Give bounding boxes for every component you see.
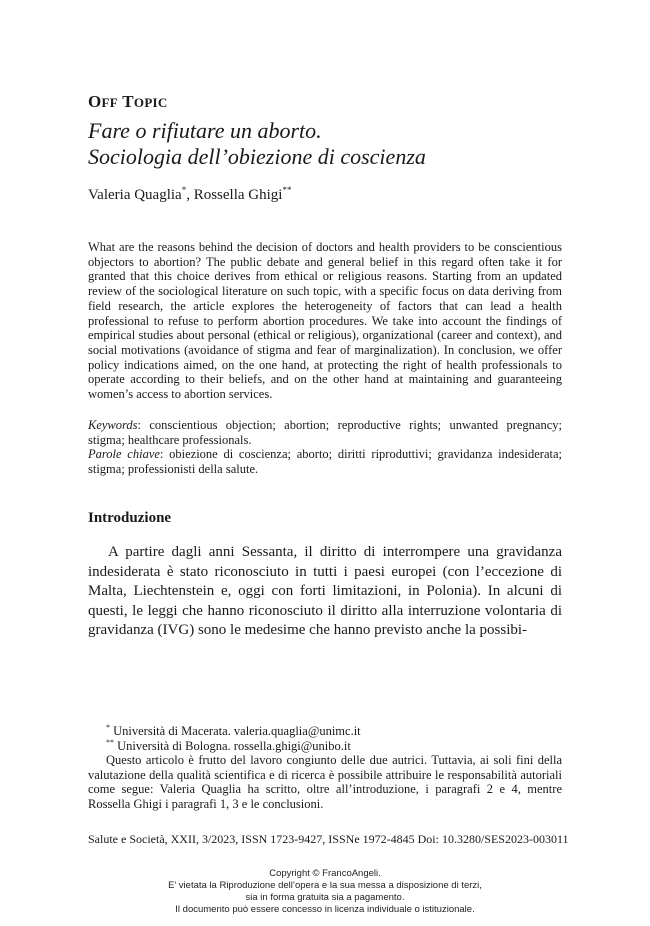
section-label xyxy=(88,92,168,112)
keywords-block xyxy=(88,418,562,477)
section-label-smallcaps: OPIC xyxy=(133,95,168,110)
section-label-initial: T xyxy=(122,92,134,111)
article-title-line1: Fare o rifiutare un aborto. xyxy=(88,118,322,143)
author-line xyxy=(88,187,291,204)
footnote-marker: ** xyxy=(282,185,292,195)
keywords-text: : obiezione di coscienza; aborto; diritti riproduttivi; gravidanza indesiderata; stigma; professionisti della salute. xyxy=(88,447,562,477)
keywords-label: Parole chiave xyxy=(88,447,160,462)
footnote-text: Università di Macerata. valeria.quaglia@unimc.it xyxy=(110,724,361,738)
copyright-line: E’ vietata la Riproduzione dell’opera e la sua messa a disposizione di terzi, xyxy=(168,880,482,891)
copyright-notice xyxy=(0,868,650,916)
footnote-text: Università di Bologna. rossella.ghigi@unibo.it xyxy=(114,738,351,753)
copyright-line: Copyright © FrancoAngeli. xyxy=(269,868,381,879)
journal-citation: Salute e Società, XXII, 3/2023, ISSN 1723-9427, ISSNe 1972-4845 Doi: 10.3280/SES2023-003011 xyxy=(88,832,569,846)
keywords-label: Keywords xyxy=(88,418,138,432)
article-title xyxy=(88,118,426,170)
footnote-marker: * xyxy=(181,185,187,195)
footnotes xyxy=(88,724,562,812)
section-label-smallcaps: FF xyxy=(101,95,119,110)
body-paragraph: A partire dagli anni Sessanta, il diritto di interrompere una gravidanza indesiderata è stato riconosciuto in tutti i paesi europei (con l’eccezione di Malta, Liechtenstein e, oggi con forti limitazioni, in Polonia). In alcuni di questi, le leggi che hanno riconosciuto il diritto alla interruzione volontaria di gravidanza (IVG) sono le medesime che hanno previsto anche la possibi- xyxy=(88,544,562,638)
copyright-line: sia in forma gratuita sia a pagamento. xyxy=(245,892,405,903)
footnote-authorship-note: Questo articolo è frutto del lavoro congiunto delle due autrici. Tuttavia, ai soli fini della valutazione della qualità scientifica e di ricerca è possibile attribuire le responsabilità autoriali come segue: Valeria Quaglia ha scritto, oltre all’introduzione, i paragrafi 2 e 4, mentre Rossella Ghigi i paragrafi 1, 3 e le conclusioni. xyxy=(88,753,562,811)
author-separator: , xyxy=(186,187,194,203)
keywords-english xyxy=(88,418,562,447)
abstract: What are the reasons behind the decision of doctors and health providers to be conscientious objectors to abortion? The public debate and general belief in this regard often take it for granted that this choice derives from ethical or religious reasons. Starting from an updated review of the sociological literature on such topic, with a specific focus on data deriving from field research, the article explores the heterogeneity of factors that can lead a health professional to refuse to perform abortion procedures. We take into account the findings of empirical studies about personal (ethical or religious), organizational (career and context), and social motivations (avoidance of stigma and fear of marginalization). In conclusion, we offer policy indications aimed, on the one hand, at protecting the right of health professionals to operate according to their beliefs, and on the other hand at maintaining and guaranteeing women’s access to abortion services. xyxy=(88,240,562,402)
keywords-text: : conscientious objection; abortion; reproductive rights; unwanted pregnancy; stigma; healthcare professionals. xyxy=(88,418,562,447)
section-label-initial: O xyxy=(88,92,102,111)
footnote-affiliation xyxy=(88,724,562,739)
footnote-affiliation xyxy=(88,739,562,754)
footnote-marker: ** xyxy=(106,737,114,747)
article-title-line2: Sociologia dell’obiezione di coscienza xyxy=(88,144,426,169)
author-name: Valeria Quaglia xyxy=(88,187,182,203)
copyright-line: Il documento può essere concesso in licenza individuale o istituzionale. xyxy=(175,904,475,915)
section-heading: Introduzione xyxy=(88,510,172,526)
author-name: Rossella Ghigi xyxy=(193,187,283,203)
footnote-marker: * xyxy=(106,722,110,732)
keywords-italian xyxy=(88,447,562,476)
